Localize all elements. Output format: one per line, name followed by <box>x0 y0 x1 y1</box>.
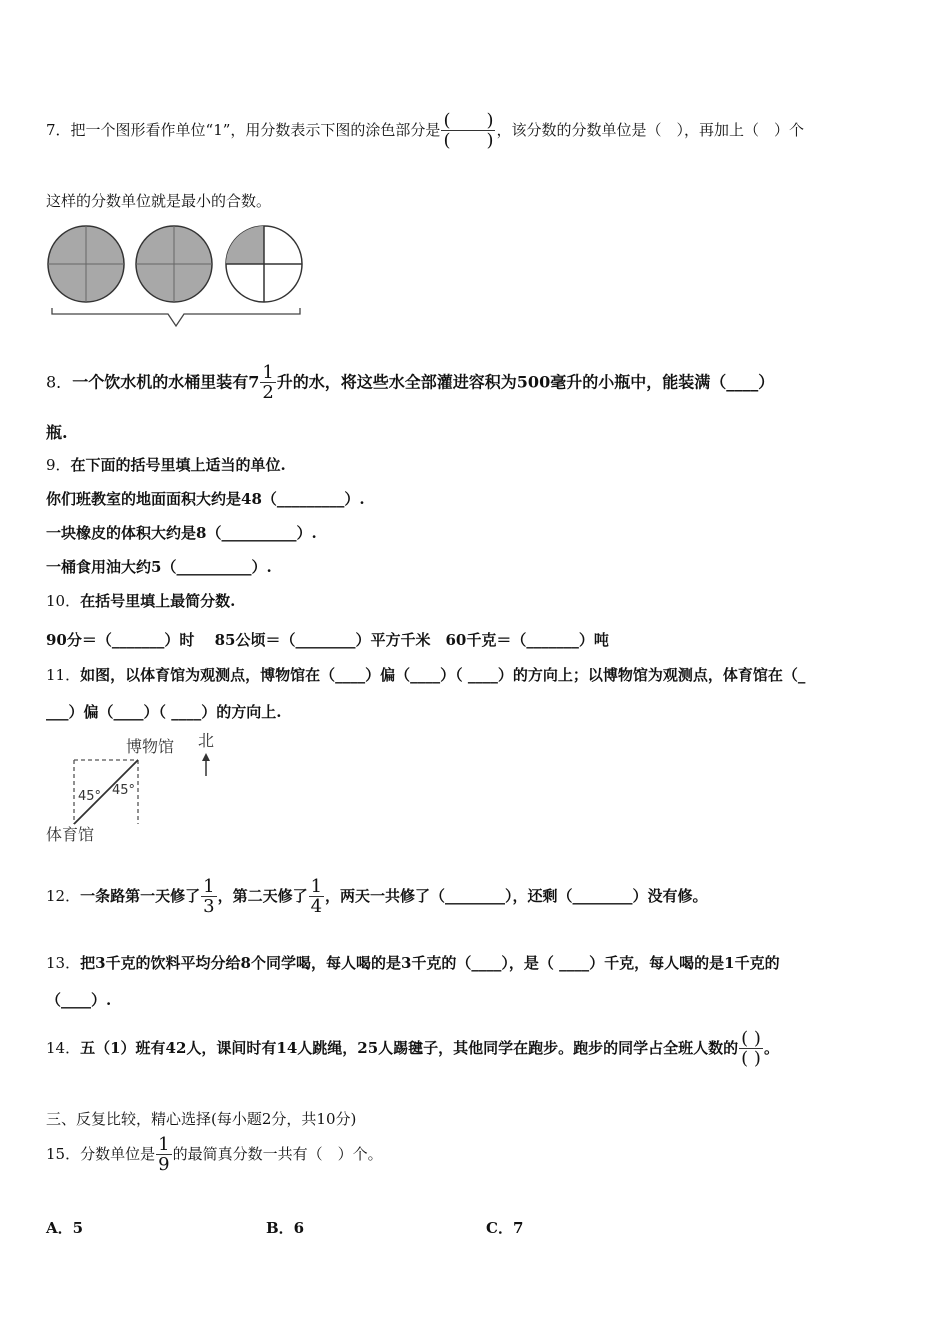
q14-fraction <box>739 1030 763 1068</box>
q7-text-b: ，该分数的分数单位是（ ），再加上（ ）个 <box>496 121 804 139</box>
q8-frac-num: 1 <box>262 362 274 383</box>
q15-line <box>46 1136 383 1174</box>
q15-option-c[interactable]: C．7 <box>486 1219 524 1237</box>
q12-f1-den: 3 <box>203 896 215 917</box>
q15-text-a: 分数单位是 <box>80 1145 156 1163</box>
q15-option-b[interactable]: B．6 <box>266 1219 305 1237</box>
q15-fraction <box>156 1136 171 1174</box>
angle-label-1: 45° <box>78 789 102 804</box>
q7-frac-num: ( ) <box>443 110 494 131</box>
q8-number: 8． <box>46 372 73 392</box>
q8-line1 <box>46 364 774 402</box>
q15-number: 15． <box>46 1145 81 1163</box>
q11-line1 <box>46 664 805 685</box>
q15-text-b: 的最简真分数一共有（ ）个。 <box>172 1145 383 1163</box>
q11-number: 11． <box>46 666 81 684</box>
q9-item-2: 一块橡皮的体积大约是8（__________）. <box>46 524 317 542</box>
q10-title-text: 在括号里填上最简分数. <box>80 592 236 610</box>
q11-line2: ___）偏（____）（ ____）的方向上. <box>46 703 282 721</box>
q9-item-1: 你们班教室的地面面积大约是48（_________）. <box>46 490 365 508</box>
gym-label: 体育馆 <box>46 825 95 844</box>
circle-full-1 <box>48 226 124 302</box>
q8-text-a: 一个饮水机的水桶里装有 <box>72 372 249 392</box>
q10-title <box>46 590 235 611</box>
q15-option-a[interactable]: A．5 <box>46 1219 84 1237</box>
q13-line1 <box>46 952 780 973</box>
q13-text-1: 把3千克的饮料平均分给8个同学喝，每人喝的是3千克的（____），是（ ____）千克，每人喝的是1千克的 <box>80 954 780 972</box>
q13-line2: （____）. <box>46 991 112 1009</box>
north-label: 北 <box>198 732 215 750</box>
circles-figure <box>46 222 316 334</box>
q14-frac-den: ( ) <box>741 1048 761 1069</box>
q7-line1 <box>46 112 804 150</box>
q14-line <box>46 1030 779 1068</box>
q7-line2: 这样的分数单位就是最小的合数。 <box>46 192 272 210</box>
q12-text-a: 一条路第一天修了 <box>80 887 201 905</box>
q14-number: 14． <box>46 1039 81 1057</box>
q12-text-b: ，第二天修了 <box>217 887 308 905</box>
q14-frac-num: ( ) <box>741 1028 761 1049</box>
north-arrow-icon <box>202 753 210 776</box>
q15-frac-den: 9 <box>158 1154 170 1175</box>
q8-text-b: 升的水，将这些水全部灌进容积为500毫升的小瓶中，能装满（____） <box>276 372 775 392</box>
q8-fraction <box>260 364 275 402</box>
q10-line: 90分＝（_______）时 85公顷＝（________）平方千米 60千克＝（_______）吨 <box>46 631 609 649</box>
q14-text: 五（1）班有42人，课间时有14人跳绳，25人踢毽子，其他同学在跑步。跑步的同学占全班人数的 <box>80 1039 739 1057</box>
circle-quarter <box>226 226 302 302</box>
angle-label-2: 45° <box>112 783 136 798</box>
q8-line2: 瓶. <box>46 423 68 442</box>
q12-text-c: ，两天一共修了（________），还剩（________）没有修。 <box>325 887 708 905</box>
compass-figure <box>46 732 236 848</box>
q8-whole: 7 <box>248 372 260 392</box>
q12-fraction-2 <box>309 878 324 916</box>
q12-line <box>46 878 708 916</box>
q9-item-3: 一桶食用油大约5（__________）. <box>46 558 272 576</box>
q12-f2-den: 4 <box>310 896 323 917</box>
q13-number: 13． <box>46 954 81 972</box>
section3-heading: 三、反复比较，精心选择(每小题2分，共10分) <box>46 1110 357 1128</box>
museum-label: 博物馆 <box>126 737 175 756</box>
q10-number: 10． <box>46 592 81 610</box>
q9-title <box>46 454 286 475</box>
q12-number: 12． <box>46 887 81 905</box>
q9-number: 9． <box>46 456 71 474</box>
q7-number: 7． <box>46 121 71 139</box>
q11-text-1: 如图，以体育馆为观测点，博物馆在（____）偏（____）（ ____）的方向上；以博物馆为观测点，体育馆在（_ <box>80 666 806 684</box>
q9-title-text: 在下面的括号里填上适当的单位. <box>70 456 286 474</box>
q14-text-end: 。 <box>763 1039 779 1057</box>
q12-f1-num: 1 <box>203 876 215 897</box>
q7-frac-den: ( ) <box>443 130 494 151</box>
circle-full-2 <box>136 226 212 302</box>
q7-fraction <box>441 112 495 150</box>
q12-f2-num: 1 <box>310 876 323 897</box>
brace <box>52 308 300 326</box>
q8-frac-den: 2 <box>262 382 274 403</box>
q15-frac-num: 1 <box>158 1134 170 1155</box>
q12-fraction-1 <box>201 878 216 916</box>
q7-text-a: 把一个图形看作单位“1”，用分数表示下图的涂色部分是 <box>70 121 441 139</box>
